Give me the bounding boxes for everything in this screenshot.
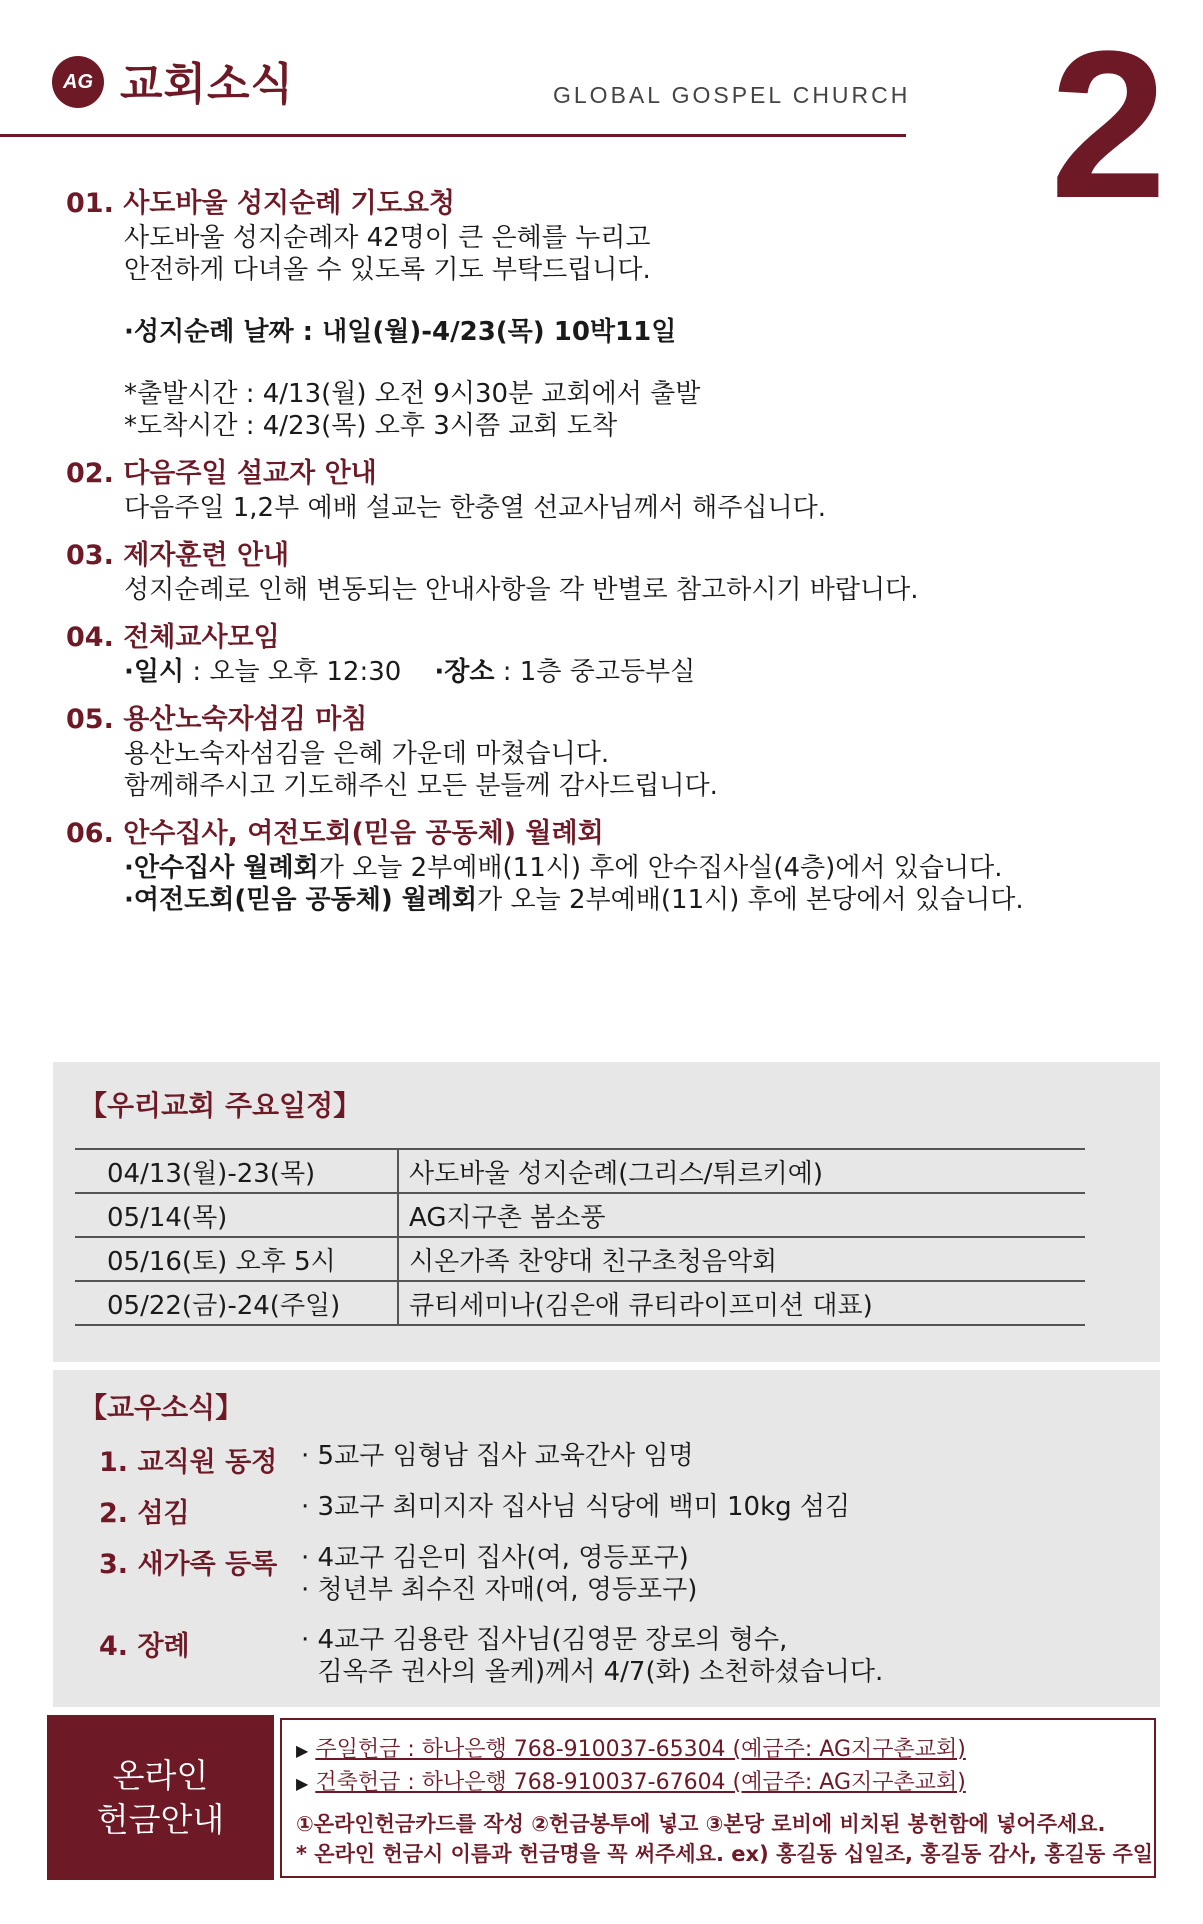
- news-item-1: [66, 186, 1066, 442]
- news-title: 03. 제자훈련 안내: [66, 540, 290, 571]
- news-item-2: [66, 456, 1066, 524]
- news-title: 06. 안수집사, 여전도회(믿음 공동체) 월례회: [66, 818, 604, 849]
- online-offering-info: [280, 1718, 1156, 1878]
- member-news-text: · 3교구 최미지자 집사님 식당에 백미 10kg 섬김: [301, 1492, 851, 1522]
- table-row: [75, 1281, 1085, 1325]
- meeting-place-label: ·장소: [434, 657, 495, 687]
- news-item-3: [66, 538, 1066, 606]
- meeting-detail: 가 오늘 2부예배(11시) 후에 안수집사실(4층)에서 있습니다.: [318, 853, 1003, 883]
- arrow-right-icon: ▶: [296, 1741, 309, 1760]
- schedule-date: 04/13(월)-23(목): [75, 1149, 398, 1193]
- meeting-name: ·여전도회(믿음 공동체) 월례회: [124, 885, 478, 915]
- schedule-date: 05/14(목): [75, 1193, 398, 1237]
- schedule-event: 시온가족 찬양대 친구초청음악회: [398, 1237, 1085, 1281]
- page-title: 교회소식: [120, 59, 295, 110]
- online-label-line: 온라인: [112, 1755, 209, 1795]
- church-name: GLOBAL GOSPEL CHURCH: [553, 82, 911, 108]
- news-list: [66, 186, 1066, 930]
- schedule-date: 05/16(토) 오후 5시: [75, 1237, 398, 1281]
- member-news-heading: 【교우소식】: [79, 1391, 244, 1424]
- table-row: [75, 1237, 1085, 1281]
- schedule-section: [53, 1062, 1160, 1362]
- offering-note: * 온라인 헌금시 이름과 헌금명을 꼭 써주세요. ex) 홍길동 십일조, 홍길동 감사, 홍길동 주일: [296, 1842, 1154, 1866]
- schedule-event: 큐티세미나(김은애 큐티라이프미션 대표): [398, 1281, 1085, 1325]
- building-offering-account: 건축헌금 : 하나은행 768-910037-67604 (예금주: AG지구촌교회): [315, 1770, 966, 1795]
- news-title: 04. 전체교사모임: [66, 622, 280, 653]
- news-line: 사도바울 성지순례자 42명이 큰 은혜를 누리고: [124, 223, 651, 253]
- meeting-time-label: ·일시: [124, 657, 185, 687]
- offering-steps: ①온라인헌금카드를 작성 ②헌금봉투에 넣고 ③본당 로비에 비치된 봉헌함에 넣어주세요.: [296, 1812, 1106, 1836]
- table-row: [75, 1149, 1085, 1193]
- member-news-label: 2. 섬김: [99, 1498, 190, 1529]
- news-line: 함께해주시고 기도해주신 모든 분들께 감사드립니다.: [124, 771, 718, 801]
- news-title: 05. 용산노숙자섬김 마침: [66, 704, 368, 735]
- pilgrimage-date: ·성지순례 날짜 : 내일(월)-4/23(목) 10박11일: [124, 317, 677, 347]
- header-divider: [0, 134, 906, 137]
- news-item-6: [66, 816, 1066, 916]
- news-line: 성지순례로 인해 변동되는 안내사항을 각 반별로 참고하시기 바랍니다.: [124, 575, 919, 605]
- news-line: 안전하게 다녀올 수 있도록 기도 부탁드립니다.: [124, 255, 651, 285]
- table-row: [75, 1193, 1085, 1237]
- member-news-text: · 4교구 김은미 집사(여, 영등포구): [301, 1543, 689, 1573]
- church-logo: AG: [52, 56, 104, 108]
- schedule-table: [75, 1148, 1085, 1326]
- member-news-section: [53, 1370, 1160, 1707]
- news-line: 용산노숙자섬김을 은혜 가운데 마쳤습니다.: [124, 739, 610, 769]
- member-news-label: 4. 장례: [99, 1631, 190, 1662]
- member-news-text: · 4교구 김용란 집사님(김영문 장로의 형수,: [301, 1625, 788, 1655]
- member-news-label: 3. 새가족 등록: [99, 1549, 278, 1580]
- member-news-text: · 5교구 임형남 집사 교육간사 임명: [301, 1441, 694, 1471]
- schedule-event: 사도바울 성지순례(그리스/튀르키예): [398, 1149, 1085, 1193]
- page-number: 2: [1050, 7, 1167, 242]
- meeting-place: : 1층 중고등부실: [494, 657, 696, 687]
- sunday-offering-account: 주일헌금 : 하나은행 768-910037-65304 (예금주: AG지구촌교회): [315, 1737, 966, 1762]
- meeting-name: ·안수집사 월례회: [124, 853, 319, 883]
- meeting-detail: 가 오늘 2부예배(11시) 후에 본당에서 있습니다.: [477, 885, 1024, 915]
- arrival-time: *도착시간 : 4/23(목) 오후 3시쯤 교회 도착: [124, 411, 618, 441]
- member-news-label: 1. 교직원 동정: [99, 1447, 278, 1478]
- online-offering-label: [47, 1715, 274, 1880]
- member-news-text: · 청년부 최수진 자매(여, 영등포구): [301, 1575, 698, 1605]
- member-news-text: 김옥주 권사의 올케)께서 4/7(화) 소천하셨습니다.: [301, 1657, 884, 1687]
- news-line: 다음주일 1,2부 예배 설교는 한충열 선교사님께서 해주십니다.: [124, 493, 826, 523]
- arrow-right-icon: ▶: [296, 1774, 309, 1793]
- online-label-line: 헌금안내: [96, 1799, 225, 1839]
- meeting-time: : 오늘 오후 12:30: [184, 657, 402, 687]
- departure-time: *출발시간 : 4/13(월) 오전 9시30분 교회에서 출발: [124, 379, 701, 409]
- schedule-heading: 【우리교회 주요일정】: [79, 1089, 362, 1122]
- news-title: 02. 다음주일 설교자 안내: [66, 458, 377, 489]
- news-item-4: [66, 620, 1066, 688]
- news-title: 01. 사도바울 성지순례 기도요청: [66, 188, 456, 219]
- schedule-event: AG지구촌 봄소풍: [398, 1193, 1085, 1237]
- news-item-5: [66, 702, 1066, 802]
- schedule-date: 05/22(금)-24(주일): [75, 1281, 398, 1325]
